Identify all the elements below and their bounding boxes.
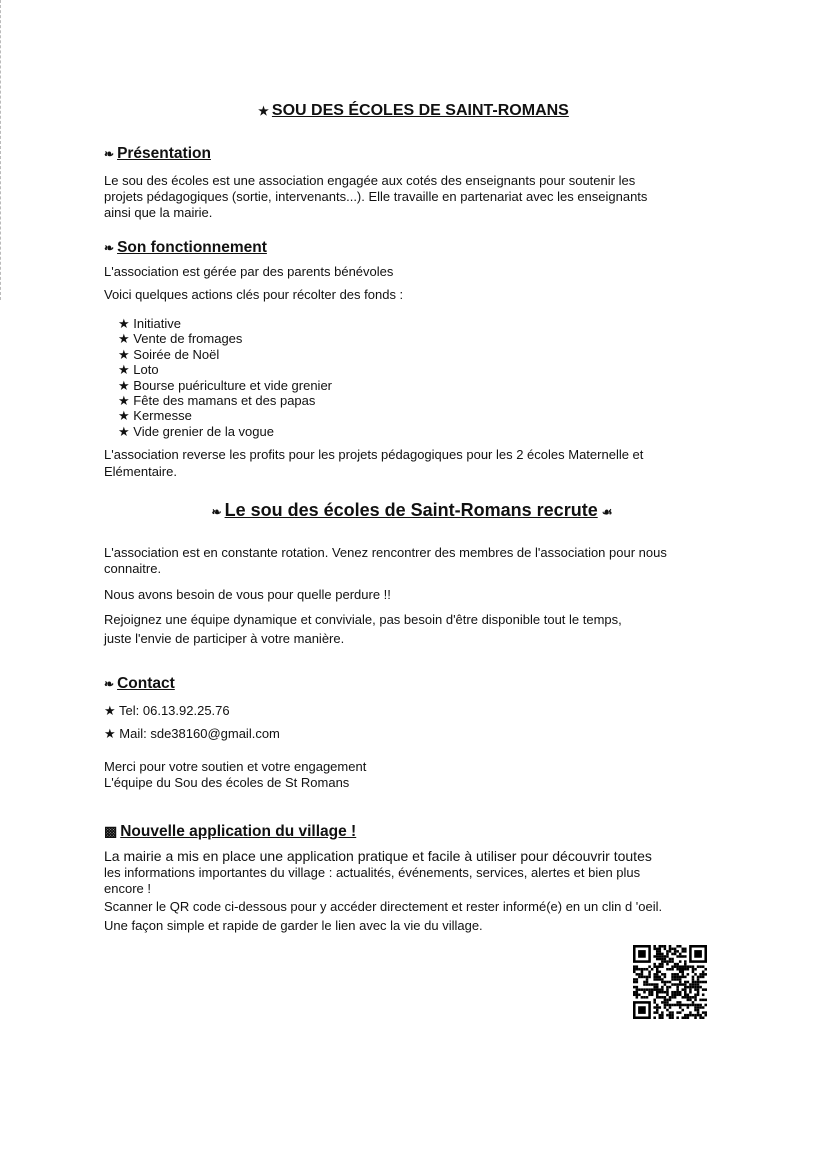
bullet-flower-icon: ❧ bbox=[104, 147, 115, 161]
contact-tel bbox=[104, 703, 230, 719]
action-item bbox=[118, 331, 242, 346]
recrute-heading bbox=[0, 500, 827, 521]
action-item bbox=[118, 347, 219, 362]
scan-edge bbox=[0, 0, 4, 300]
paragraph-line: L'équipe du Sou des écoles de St Romans bbox=[104, 775, 350, 790]
action-item bbox=[118, 378, 332, 393]
paragraph-line: juste l'envie de participer à votre manière. bbox=[104, 631, 345, 646]
qr-icon: ▩ bbox=[104, 823, 118, 839]
star-icon: ★ bbox=[118, 423, 134, 439]
paragraph-line: La mairie a mis en place une application pratique et facile à utiliser pour découvrir toutes bbox=[104, 848, 652, 864]
heading-text: Présentation bbox=[117, 145, 211, 162]
action-label: Initiative bbox=[133, 316, 181, 331]
star-icon: ★ bbox=[118, 393, 134, 408]
presentation-heading bbox=[104, 145, 211, 163]
action-label: Vente de fromages bbox=[133, 331, 243, 347]
paragraph-line: Rejoignez une équipe dynamique et conviviale, pas besoin d'être disponible tout le temps, bbox=[104, 612, 622, 627]
action-item bbox=[118, 424, 274, 439]
app-heading bbox=[104, 823, 356, 841]
bullet-flower-icon: ❧ bbox=[211, 505, 222, 519]
paragraph-line: L'association est gérée par des parents bénévoles bbox=[104, 264, 394, 279]
action-label: Kermesse bbox=[133, 408, 192, 424]
bullet-flower-icon: ❧ bbox=[104, 241, 115, 255]
contact-mail bbox=[104, 726, 280, 742]
title-text: SOU DES ÉCOLES DE SAINT-ROMANS bbox=[271, 102, 569, 119]
qr-code[interactable] bbox=[633, 945, 707, 1019]
paragraph-line: ainsi que la mairie. bbox=[104, 205, 213, 220]
action-label: Bourse puériculture et vide grenier bbox=[133, 377, 333, 393]
paragraph-line: Elémentaire. bbox=[104, 464, 177, 479]
action-item bbox=[118, 362, 159, 377]
contact-heading bbox=[104, 675, 175, 693]
heading-text: Nouvelle application du village ! bbox=[120, 823, 357, 840]
paragraph-line: connaitre. bbox=[104, 561, 162, 576]
action-item bbox=[118, 316, 181, 331]
paragraph-line: Voici quelques actions clés pour récolter des fonds : bbox=[104, 287, 404, 302]
mail-text: Mail: sde38160@gmail.com bbox=[119, 726, 280, 741]
star-icon: ★ bbox=[258, 104, 269, 118]
page-title bbox=[0, 102, 827, 120]
paragraph-line: L'association reverse les profits pour les projets pédagogiques pour les 2 écoles Maternelle et bbox=[104, 447, 644, 462]
star-icon: ★ bbox=[118, 377, 134, 393]
star-icon: ★ bbox=[118, 362, 134, 378]
star-icon: ★ bbox=[118, 331, 134, 347]
star-icon: ★ bbox=[104, 703, 120, 718]
bullet-flower-icon: ☙ bbox=[601, 505, 613, 519]
paragraph-line: Scanner le QR code ci-dessous pour y accéder directement et rester informé(e) en un clin d 'oeil. bbox=[104, 899, 663, 914]
paragraph-line: encore ! bbox=[104, 881, 151, 896]
star-icon: ★ bbox=[118, 346, 134, 362]
action-label: Loto bbox=[133, 362, 159, 378]
paragraph-line: Le sou des écoles est une association engagée aux cotés des enseignants pour soutenir les bbox=[104, 173, 636, 188]
star-icon: ★ bbox=[118, 316, 134, 331]
heading-text: Son fonctionnement bbox=[117, 239, 267, 256]
paragraph-line: Une façon simple et rapide de garder le lien avec la vie du village. bbox=[104, 918, 483, 933]
paragraph-line: Nous avons besoin de vous pour quelle perdure !! bbox=[104, 587, 391, 602]
action-label: Soirée de Noël bbox=[133, 346, 220, 362]
tel-text: Tel: 06.13.92.25.76 bbox=[119, 703, 230, 718]
heading-text: Le sou des écoles de Saint-Romans recrute bbox=[224, 500, 598, 520]
fonctionnement-heading bbox=[104, 239, 267, 257]
paragraph-line: les informations importantes du village : actualités, événements, services, alertes et bien plus bbox=[104, 865, 641, 880]
heading-text: Contact bbox=[117, 675, 175, 692]
star-icon: ★ bbox=[104, 726, 120, 741]
star-icon: ★ bbox=[118, 408, 134, 424]
paragraph-line: L'association est en constante rotation. Venez rencontrer des membres de l'association pour nous bbox=[104, 545, 667, 560]
action-item bbox=[118, 408, 192, 423]
paragraph-line: projets pédagogiques (sortie, intervenants...). Elle travaille en partenariat avec les enseignants bbox=[104, 189, 648, 204]
action-label: Vide grenier de la vogue bbox=[133, 423, 274, 439]
action-item bbox=[118, 393, 315, 408]
bullet-flower-icon: ❧ bbox=[104, 677, 115, 691]
action-label: Fête des mamans et des papas bbox=[133, 393, 316, 408]
paragraph-line: Merci pour votre soutien et votre engagement bbox=[104, 759, 367, 774]
